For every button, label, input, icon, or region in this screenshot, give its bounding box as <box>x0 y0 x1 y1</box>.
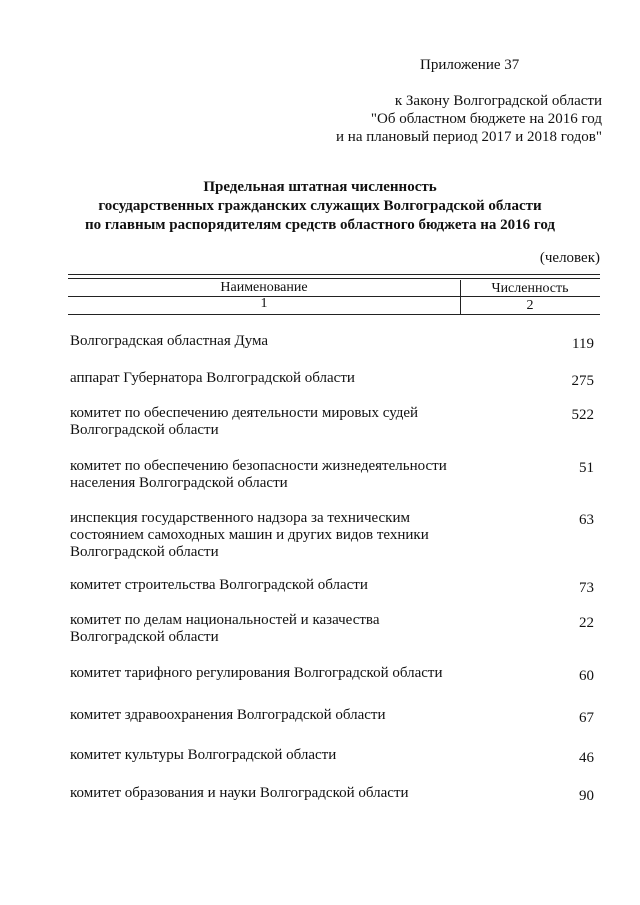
table-row-value: 60 <box>579 668 594 684</box>
table-row-name <box>70 458 470 492</box>
table-row-name-line: Волгоградской области <box>70 629 219 645</box>
table-row-value: 522 <box>571 407 594 423</box>
table-row-name-line: Волгоградской области <box>70 422 219 438</box>
table-row-name-line: комитет по обеспечению деятельности мировых судей <box>70 405 419 421</box>
column-header-count: Численность <box>491 281 569 296</box>
table-row-name-line: комитет здравоохранения Волгоградской области <box>70 707 386 723</box>
table-row-value: 22 <box>579 615 594 631</box>
column-header-name: Наименование <box>220 280 308 295</box>
table-row-name <box>70 510 470 561</box>
law-reference-line-2: "Об областном бюджете на 2016 год <box>370 111 602 127</box>
table-row-value: 46 <box>579 750 594 766</box>
table-row-name-line: Волгоградская областная Дума <box>70 333 269 349</box>
table-row-name-line: населения Волгоградской области <box>70 475 288 491</box>
table-row-value: 51 <box>579 460 594 476</box>
table-row-name-line: комитет по делам национальностей и казачества <box>70 612 380 628</box>
units-label: (человек) <box>539 250 600 266</box>
table-row-name <box>70 612 470 646</box>
appendix-number: Приложение 37 <box>420 57 520 73</box>
table-row-name <box>70 665 470 682</box>
table-row-name <box>70 707 470 724</box>
document-title-line-2: государственных гражданских служащих Волгоградской области <box>98 198 542 214</box>
table-row-name-line: Волгоградской области <box>70 544 219 560</box>
table-row-name <box>70 405 470 439</box>
table-row-name <box>70 785 470 802</box>
document-title-line-3: по главным распорядителям средств областного бюджета на 2016 год <box>84 217 556 233</box>
table-row-name <box>70 333 470 350</box>
table-top-rule-2 <box>68 278 600 279</box>
table-row-name-line: инспекция государственного надзора за техническим <box>70 510 410 526</box>
column-number-2: 2 <box>526 298 534 313</box>
table-row-name-line: аппарат Губернатора Волгоградской области <box>70 370 355 386</box>
table-row-name-line: комитет образования и науки Волгоградской области <box>70 785 409 801</box>
law-reference-line-1: к Закону Волгоградской области <box>394 93 602 109</box>
table-row-name-line: комитет по обеспечению безопасности жизнедеятельности <box>70 458 447 474</box>
table-row-name <box>70 370 470 387</box>
table-row-value: 73 <box>579 580 594 596</box>
table-row-name-line: комитет тарифного регулирования Волгоградской области <box>70 665 443 681</box>
table-row-name <box>70 577 470 594</box>
table-row-value: 90 <box>579 788 594 804</box>
table-header-bottom-rule <box>68 314 600 315</box>
table-row-name-line: состоянием самоходных машин и других видов техники <box>70 527 429 543</box>
table-top-rule-1 <box>68 274 600 275</box>
table-row-value: 67 <box>579 710 594 726</box>
table-row-name <box>70 747 470 764</box>
table-row-value: 119 <box>572 336 594 352</box>
table-row-value: 63 <box>579 512 594 528</box>
table-row-name-line: комитет строительства Волгоградской области <box>70 577 368 593</box>
document-title-line-1: Предельная штатная численность <box>203 179 437 195</box>
law-reference-line-3: и на плановый период 2017 и 2018 годов" <box>336 129 602 145</box>
table-row-name-line: комитет культуры Волгоградской области <box>70 747 337 763</box>
column-number-1: 1 <box>260 296 268 311</box>
table-row-value: 275 <box>571 373 594 389</box>
